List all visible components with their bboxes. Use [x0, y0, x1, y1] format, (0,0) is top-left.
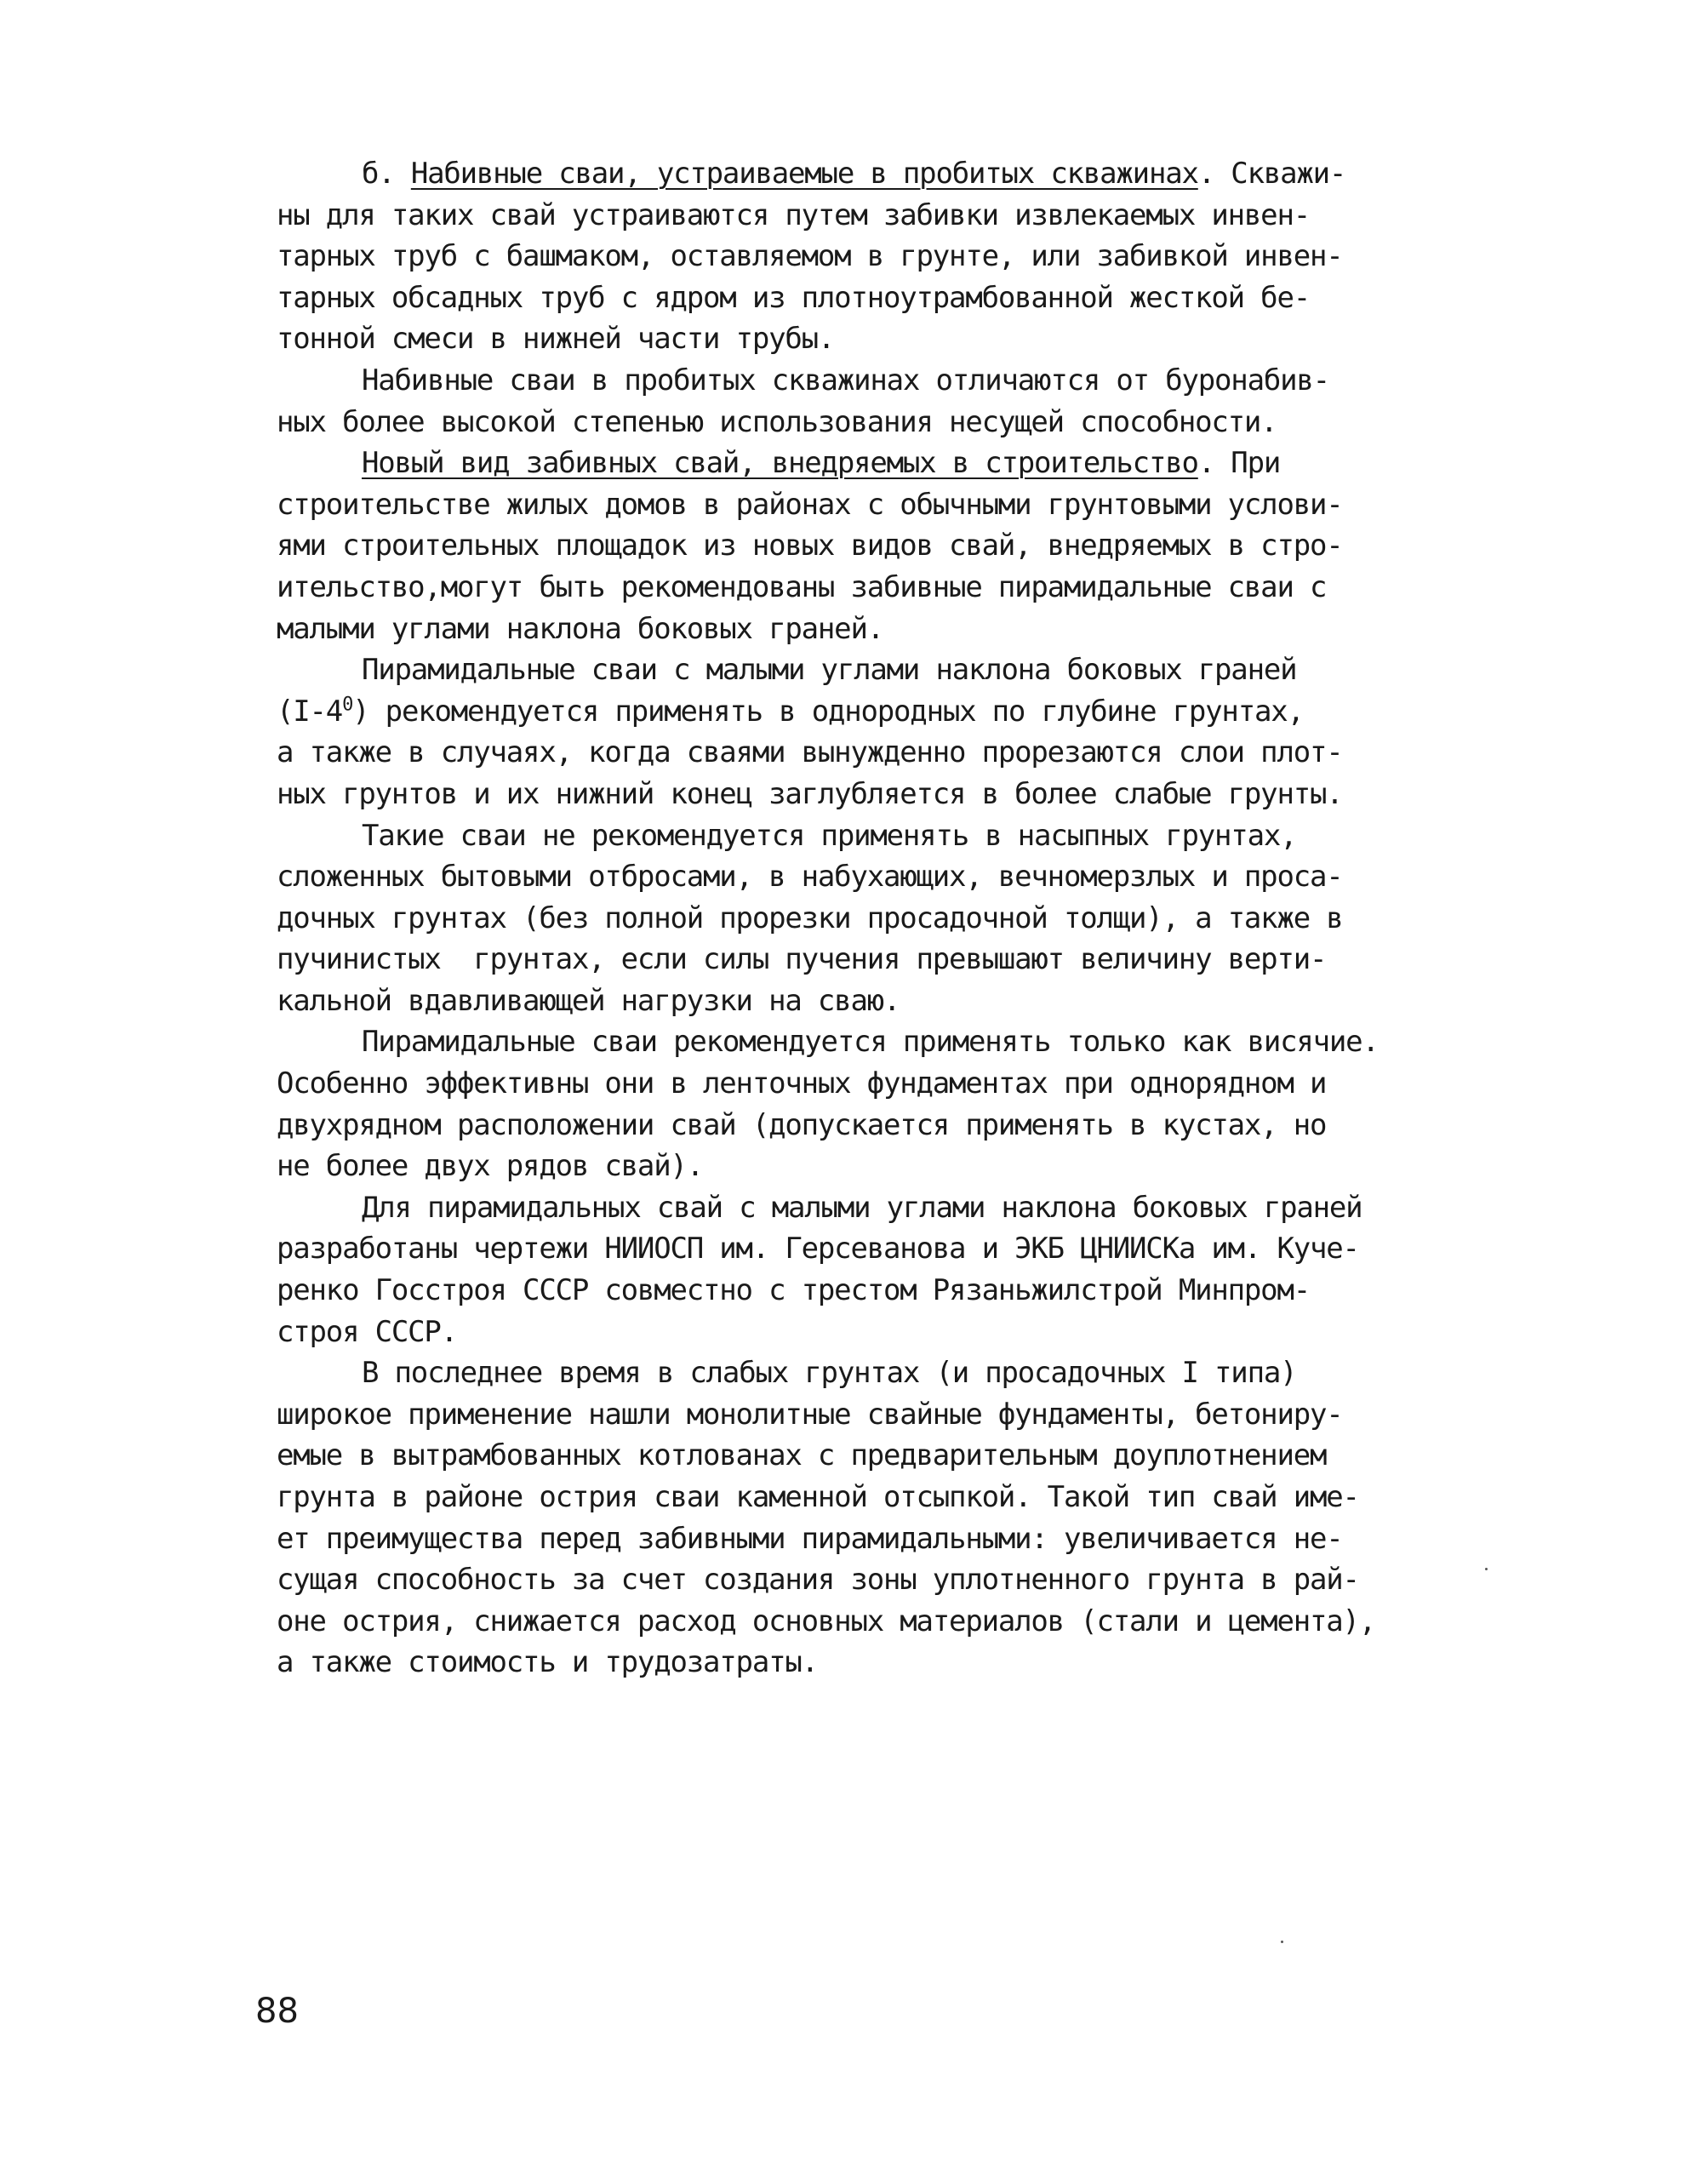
text-line — [277, 1642, 1434, 1684]
text-line — [277, 1477, 1434, 1518]
text-line — [277, 1559, 1434, 1601]
text-segment: кальной вдавливающей нагрузки на сваю. — [277, 983, 900, 1018]
text-line — [277, 1021, 1434, 1063]
text-segment: строя СССР. — [277, 1314, 457, 1349]
scan-speck — [1485, 1568, 1488, 1570]
degree-superscript: 0 — [342, 694, 353, 716]
text-line — [277, 898, 1434, 940]
text-line — [277, 774, 1434, 815]
text-line — [277, 1187, 1434, 1229]
scan-speck — [1281, 1941, 1283, 1943]
text-segment: (I-4 — [277, 694, 343, 729]
text-segment: дочных грунтах (без полной прорезки просадочной толщи), а также в — [277, 900, 1343, 935]
text-line — [277, 1312, 1434, 1353]
section-heading: Новый вид забивных свай, внедряемых в строительство — [362, 446, 1198, 481]
text-segment: . Скважи- — [1197, 157, 1346, 191]
text-segment: ных более высокой степенью использования несущей способности. — [277, 404, 1277, 439]
text-line — [277, 443, 1434, 484]
text-segment: сущая способность за счет создания зоны уплотненного грунта в рай- — [277, 1563, 1359, 1598]
text-line — [277, 360, 1434, 402]
text-segment: малыми углами наклона боковых граней. — [277, 611, 883, 646]
text-segment: ренко Госстроя СССР совместно с трестом Рязаньжилстрой Минпром- — [277, 1273, 1310, 1308]
text-line — [277, 1394, 1434, 1436]
text-segment: строительстве жилых домов в районах с обычными грунтовыми услови- — [277, 487, 1343, 522]
text-line — [277, 525, 1434, 567]
text-line — [277, 1228, 1434, 1270]
text-line — [277, 980, 1434, 1022]
text-line — [277, 1063, 1434, 1105]
text-line — [277, 402, 1434, 443]
text-segment: б. — [362, 157, 411, 191]
text-segment: Особенно эффективны они в ленточных фундаментах при однорядном и — [277, 1066, 1327, 1101]
text-segment: грунта в районе острия сваи каменной отсыпкой. Такой тип свай име- — [277, 1480, 1359, 1514]
text-segment: разработаны чертежи НИИОСП им. Герсеванова и ЭКБ ЦНИИСКа им. Куче- — [277, 1232, 1359, 1266]
text-line — [277, 939, 1434, 980]
text-line — [277, 195, 1434, 237]
text-line — [277, 815, 1434, 857]
text-segment: пучинистых грунтах, если силы пучения превышают величину верти- — [277, 942, 1327, 977]
text-segment: . При — [1197, 446, 1281, 481]
text-segment: Пирамидальные сваи с малыми углами наклона боковых граней — [362, 653, 1297, 688]
text-segment: емые в вытрамбованных котлованах с предварительным доуплотнением — [277, 1438, 1327, 1473]
text-line — [277, 236, 1434, 277]
text-segment: а также стоимость и трудозатраты. — [277, 1645, 818, 1680]
text-segment: ных грунтов и их нижний конец заглубляется в более слабые грунты. — [277, 776, 1343, 811]
text-segment: ) рекомендуется применять в однородных по глубине грунтах, — [352, 694, 1304, 729]
text-line — [277, 484, 1434, 526]
text-segment: оне острия, снижается расход основных материалов (стали и цемента), — [277, 1604, 1376, 1638]
text-segment: тонной смеси в нижней части трубы. — [277, 322, 835, 357]
text-segment: тарных обсадных труб с ядром из плотноутрамбованной жесткой бе- — [277, 280, 1310, 315]
text-line — [277, 856, 1434, 898]
page-number: 88 — [255, 1992, 299, 2031]
text-line — [277, 1352, 1434, 1394]
text-segment: двухрядном расположении свай (допускается применять в кустах, но — [277, 1107, 1327, 1142]
text-line — [277, 1435, 1434, 1477]
text-segment: Набивные сваи в пробитых скважинах отличаются от буронабив- — [362, 363, 1329, 397]
text-segment: широкое применение нашли монолитные свайные фундаменты, бетониру- — [277, 1397, 1343, 1432]
text-line — [277, 1105, 1434, 1146]
text-line — [277, 567, 1434, 609]
text-line — [277, 732, 1434, 774]
text-segment: В последнее время в слабых грунтах (и просадочных I типа) — [362, 1356, 1297, 1391]
text-line — [277, 277, 1434, 319]
text-line — [277, 153, 1434, 195]
text-line — [277, 318, 1434, 360]
text-segment: ны для таких свай устраиваются путем забивки извлекаемых инвен- — [277, 197, 1310, 232]
text-line — [277, 649, 1434, 691]
section-heading: Набивные сваи, устраиваемые в пробитых скважинах — [410, 157, 1198, 191]
text-line — [277, 1601, 1434, 1643]
text-segment: сложенных бытовыми отбросами, в набухающих, вечномерзлых и проса- — [277, 860, 1343, 895]
text-segment: ями строительных площадок из новых видов свай, внедряемых в стро- — [277, 529, 1343, 563]
text-line — [277, 609, 1434, 650]
text-segment: Пирамидальные сваи рекомендуется применять только как висячие. — [362, 1025, 1379, 1060]
text-line — [277, 1270, 1434, 1312]
text-segment: Такие сваи не рекомендуется применять в насыпных грунтах, — [362, 818, 1297, 853]
text-segment: ительство,могут быть рекомендованы забивные пирамидальные сваи с — [277, 569, 1327, 604]
text-segment: а также в случаях, когда сваями вынужденно прорезаются слои плот- — [277, 735, 1343, 770]
text-segment: не более двух рядов свай). — [277, 1149, 704, 1184]
page-body — [277, 153, 1434, 1684]
text-segment: Для пирамидальных свай с малыми углами наклона боковых граней — [362, 1190, 1362, 1225]
text-segment: ет преимущества перед забивными пирамидальными: увеличивается не- — [277, 1521, 1343, 1556]
text-line — [277, 691, 1434, 733]
text-line — [277, 1146, 1434, 1187]
text-segment: тарных труб с башмаком, оставляемом в грунте, или забивкой инвен- — [277, 239, 1343, 274]
text-line — [277, 1518, 1434, 1560]
